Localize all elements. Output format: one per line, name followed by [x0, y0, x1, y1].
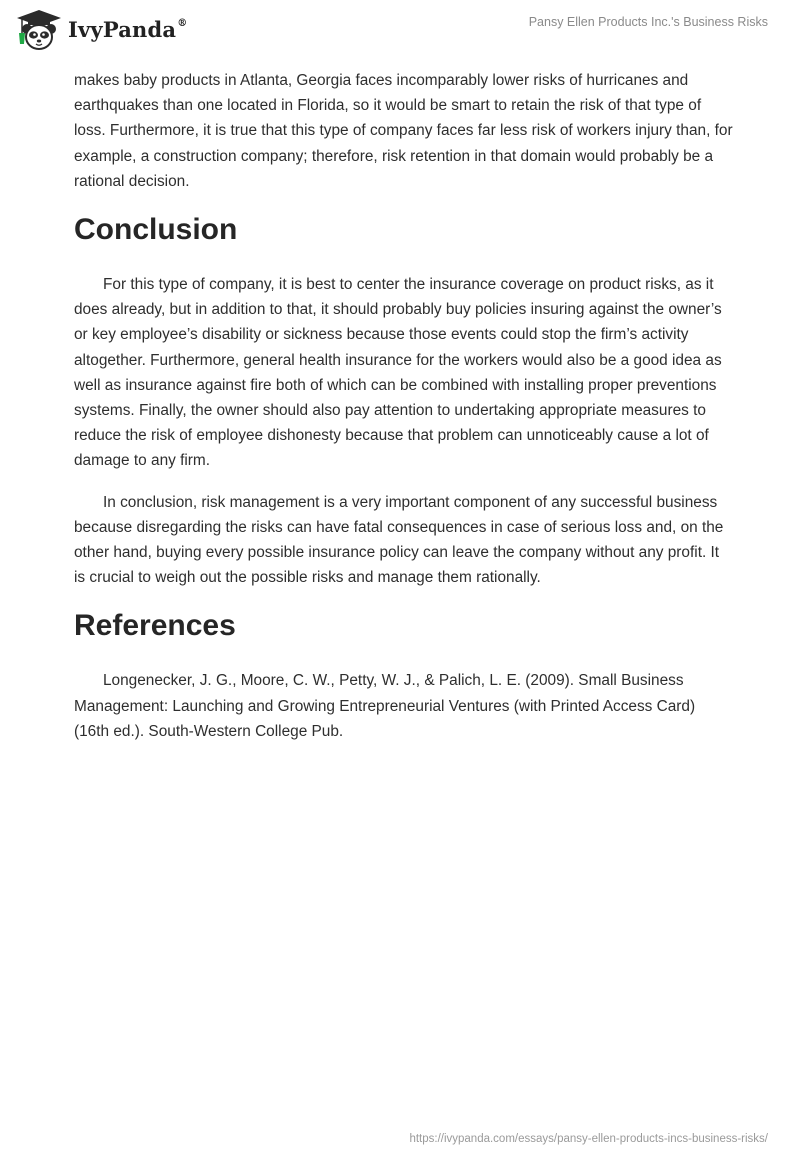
- panda-graduate-icon: [14, 8, 64, 52]
- document-title: Pansy Ellen Products Inc.'s Business Risks: [528, 15, 768, 29]
- references-heading: References: [74, 609, 236, 643]
- brand-name: IvyPanda®: [68, 16, 188, 42]
- source-url[interactable]: https://ivypanda.com/essays/pansy-ellen-products-incs-business-risks/: [409, 1133, 768, 1145]
- conclusion-paragraph: In conclusion, risk management is a very important component of any successful business because disregarding the risks can have fatal consequences in case of serious loss and, on the other hand, buying every possible insurance policy can leave the company without any profit. It is crucial to weigh out the possible risks and manage them rationally.: [74, 493, 724, 587]
- registered-mark: ®: [177, 17, 188, 29]
- essay-body: [74, 68, 734, 760]
- ivypanda-logo[interactable]: [14, 8, 187, 52]
- conclusion-heading: Conclusion: [74, 213, 238, 247]
- reference-entry: Longenecker, J. G., Moore, C. W., Petty, W. J., & Palich, L. E. (2009). Small Business Management: Launching and Growing Entrepreneurial Ventures (with Printed Access Card) (16th ed.). South-Western College Pub.: [74, 672, 696, 740]
- conclusion-paragraph: For this type of company, it is best to center the insurance coverage on product risks, as it does already, but in addition to that, it should probably buy policies insuring against the owner’s or key employee’s disability or sickness because those events could stop the firm’s activity altogether. Furthermore, general health insurance for the workers would also be a good idea as well as insurance against fire both of which can be combined with installing proper preventions systems. Finally, the owner should also pay attention to undertaking appropriate measures to reduce the risk of employee dishonesty because that problem can unnoticeably cause a lot of damage to any firm.: [74, 276, 722, 470]
- intro-paragraph: makes baby products in Atlanta, Georgia faces incomparably lower risks of hurricanes and earthquakes than one located in Florida, so it would be smart to retain the risk of that type of loss. Furthermore, it is true that this type of company faces far less risk of workers injury than, for example, a construction company; therefore, risk retention in that domain would probably be a rational decision.: [74, 72, 733, 190]
- page-header: [0, 0, 800, 64]
